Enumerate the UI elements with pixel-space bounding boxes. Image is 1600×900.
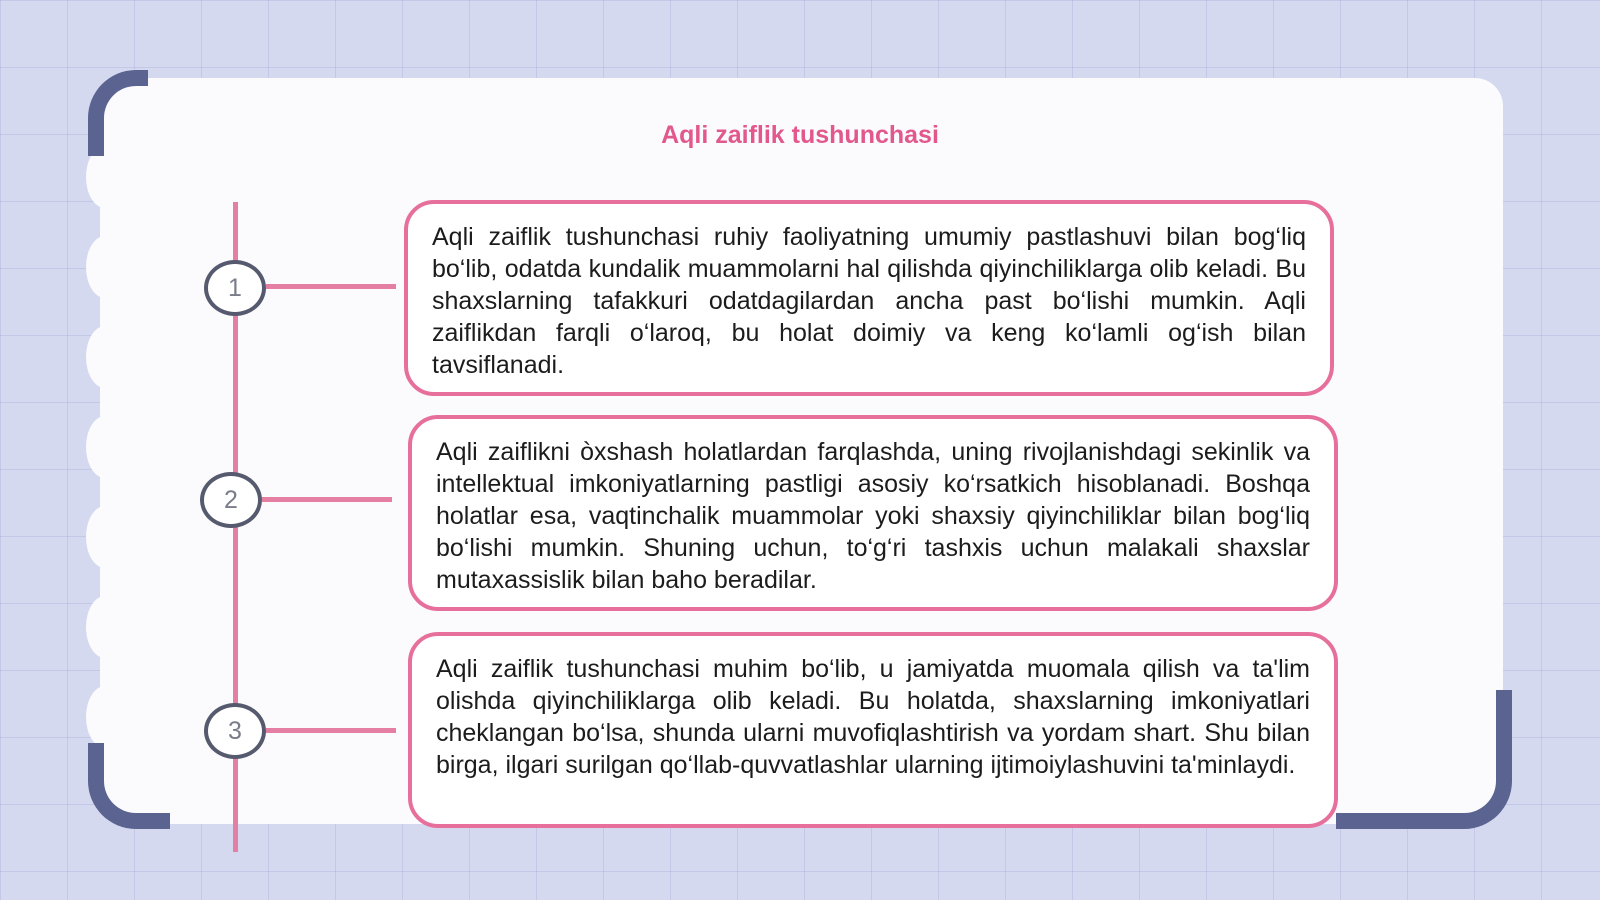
timeline-connector (266, 284, 396, 289)
paper-scallop (86, 236, 124, 298)
step-text: Aqli zaiflikni òxshash holatlardan farqlashda, uning rivojlanishdagi sekinlik va intellektual imkoniyatlarning pastligi asosiy ko‘rsatkich hisoblanadi. Boshqa holatlar esa, vaqtinchalik muammolar yoki shaxsiy qiyinchiliklar bilan bog‘liq bo‘lishi mumkin. Shuning uchun, to‘g‘ri tashxis uchun malakali shaxslar mutaxassislik bilan baho beradilar. (436, 438, 1310, 594)
timeline-connector (262, 497, 392, 502)
corner-bracket-bottom-left (88, 743, 170, 829)
timeline-connector (266, 728, 396, 733)
step-text-box (408, 632, 1338, 828)
slide-title: Aqli zaiflik tushunchasi (661, 121, 939, 149)
paper-scallop (86, 416, 124, 478)
step-text: Aqli zaiflik tushunchasi ruhiy faoliyatning umumiy pastlashuvi bilan bog‘liq bo‘lib, odatda kundalik muammolarni hal qilishda qiyinchiliklarga olib keladi. Bu shaxslarning tafakkuri odatdagilardan ancha past bo‘lishi mumkin. Aqli zaiflikdan farqli o‘laroq, bu holat doimiy va keng ko‘lamli og‘ish bilan tavsiflanadi. (432, 223, 1306, 379)
step-text-box (404, 200, 1334, 396)
step-number: 3 (228, 716, 242, 745)
paper-scallop (86, 596, 124, 658)
step-number-circle (204, 260, 266, 316)
step-number-circle (204, 703, 266, 759)
step-number: 2 (224, 485, 238, 514)
paper-scallop (86, 686, 124, 748)
step-text: Aqli zaiflik tushunchasi muhim bo‘lib, u jamiyatda muomala qilish va ta'lim olishda qiyinchiliklarga olib keladi. Bu holatda, shaxslarning imkoniyatlari cheklangan bo‘lsa, shunda ularni muvofiqlashtirish va yordam shart. Shu bilan birga, ilgari surilgan qo‘llab-quvvatlashlar ularning ijtimoiylashuvini ta'minlaydi. (436, 655, 1310, 779)
step-number-circle (200, 472, 262, 528)
corner-bracket-bottom-right (1336, 690, 1512, 829)
step-number: 1 (228, 273, 242, 302)
paper-scallop (86, 326, 124, 388)
paper-scallop (86, 506, 124, 568)
step-text-box (408, 415, 1338, 611)
